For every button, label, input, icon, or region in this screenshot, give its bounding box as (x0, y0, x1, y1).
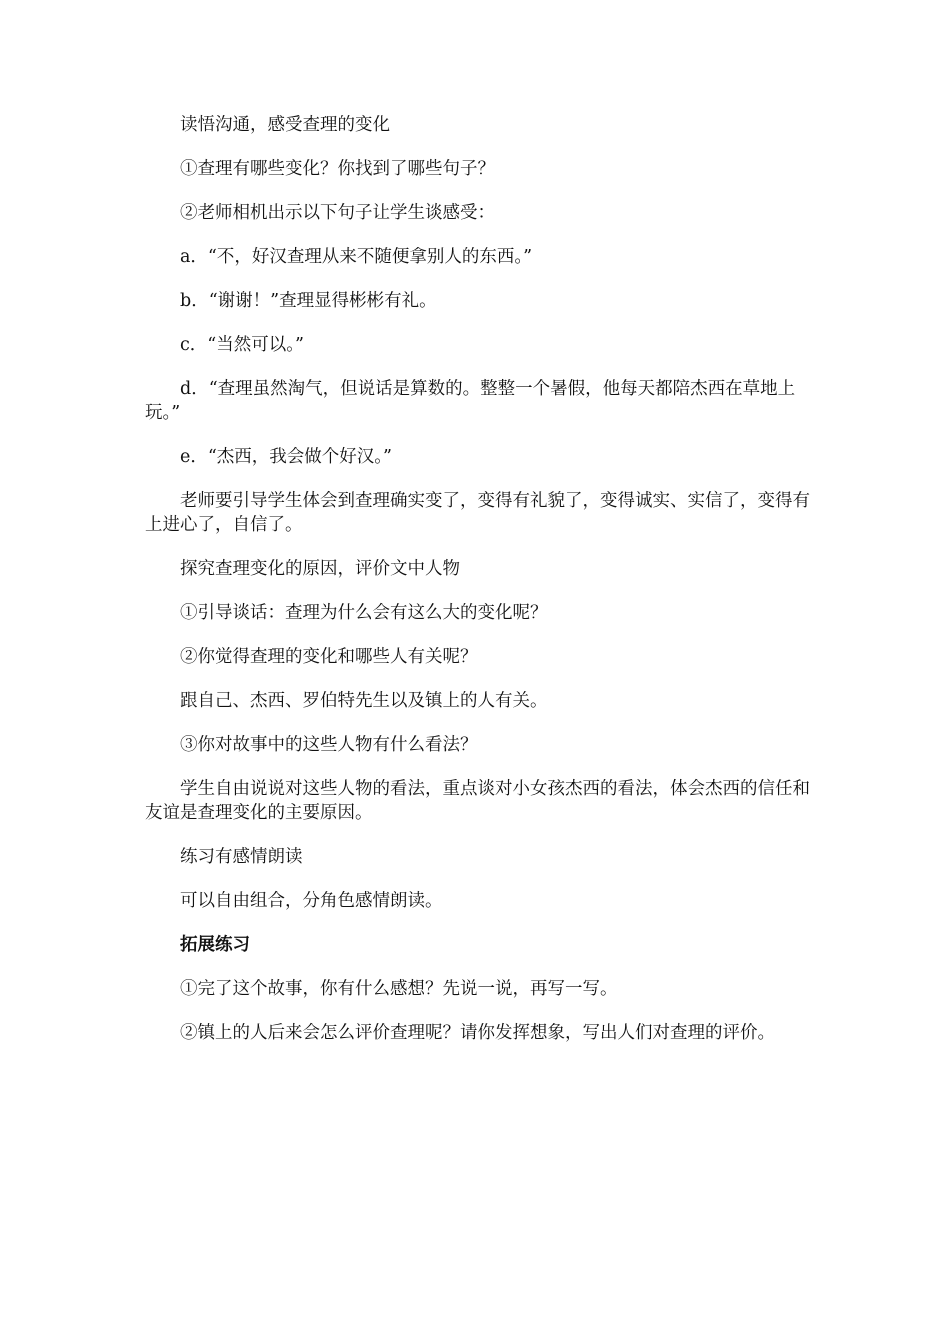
paragraph: e．“杰西，我会做个好汉。” (180, 447, 392, 467)
paragraph: ①查理有哪些变化？你找到了哪些句子？ (180, 159, 495, 179)
paragraph: 跟自己、杰西、罗伯特先生以及镇上的人有关。 (180, 691, 548, 711)
paragraph: 可以自由组合，分角色感情朗读。 (180, 891, 443, 911)
paragraph: c．“当然可以。” (180, 335, 304, 355)
paragraph: ③你对故事中的这些人物有什么看法？ (180, 735, 478, 755)
paragraph: ①引导谈话：查理为什么会有这么大的变化呢？ (180, 603, 548, 623)
bold-section-heading: 拓展练习 (180, 935, 250, 955)
paragraph: 老师要引导学生体会到查理确实变了，变得有礼貌了，变得诚实、实信了，变得有上进心了，自信了。 (145, 491, 810, 535)
section-heading: 练习有感情朗读 (180, 847, 303, 867)
paragraph: 学生自由说说对这些人物的看法，重点谈对小女孩杰西的看法，体会杰西的信任和友谊是查理变化的主要原因。 (145, 779, 810, 823)
paragraph: a．“不，好汉查理从来不随便拿别人的东西。” (180, 247, 533, 267)
paragraph: ②镇上的人后来会怎么评价查理呢？请你发挥想象，写出人们对查理的评价。 (180, 1023, 775, 1043)
paragraph: d．“查理虽然淘气，但说话是算数的。整整一个暑假，他每天都陪杰西在草地上玩。” (145, 379, 796, 423)
paragraph: 读悟沟通，感受查理的变化 (180, 115, 390, 135)
section-heading: 探究查理变化的原因，评价文中人物 (180, 559, 460, 579)
paragraph: b．“谢谢！”查理显得彬彬有礼。 (180, 291, 437, 311)
paragraph: ②老师相机出示以下句子让学生谈感受： (180, 203, 495, 223)
document-body (145, 113, 810, 1065)
paragraph: ①完了这个故事，你有什么感想？先说一说，再写一写。 (180, 979, 618, 999)
paragraph: ②你觉得查理的变化和哪些人有关呢？ (180, 647, 478, 667)
